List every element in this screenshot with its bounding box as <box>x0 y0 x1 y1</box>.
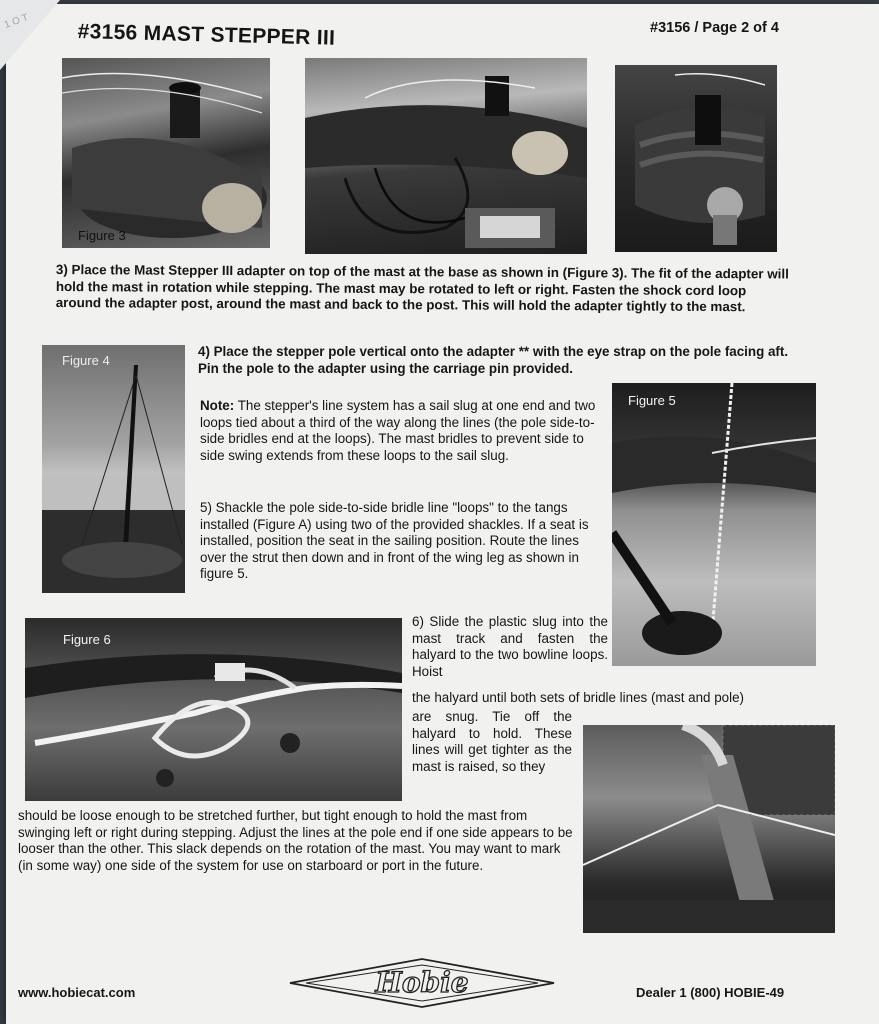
hobie-logo <box>286 955 558 1011</box>
step-6-text-bottom: should be loose enough to be stretched further, but tight enough to hold the mast from swinging left or right during stepping. Adjust the lines at the pole end if one side appears to be looser than the other. This slack depends on the rotation of the mast. You may want to mark (in some way) one side of the system for use on starboard or port in the future. <box>18 808 573 873</box>
page-number: #3156 / Page 2 of 4 <box>650 20 779 36</box>
note-body: The stepper's line system has a sail slug at one end and two loops tied about a third of the way along the lines (the pole side-to-side bridles end at the loops). The mast bridles to prevent side to side swing extends from these loops to the sail slug. <box>200 398 596 463</box>
page-title: #3156 MAST STEPPER III <box>77 20 336 50</box>
figure-3-middle-photo <box>305 58 587 254</box>
underlying-sheet-text: 1 O T <box>2 12 30 31</box>
mast-boot-closeup-image <box>615 65 777 252</box>
bridle-line-route-image <box>612 383 816 666</box>
step-6-text-narrow: are snug. Tie off the halyard to hold. These lines will get tighter as the mast is raised, so they <box>412 709 572 774</box>
mast-base-adapter-image <box>62 58 270 248</box>
note-text <box>200 398 605 464</box>
website-link[interactable]: www.hobiecat.com <box>18 985 136 1000</box>
figure-3-photo <box>62 58 270 248</box>
mast-with-bridle-lines-image <box>583 725 835 933</box>
step-6-text-top: 6) Slide the plastic slug into the mast track and fasten the halyard to the two bowline loops. Hoist <box>412 614 608 679</box>
logo-text: Hobie <box>375 966 469 999</box>
step-4-text: 4) Place the stepper pole vertical onto the adapter ** with the eye strap on the pole facing aft. Pin the pole to the adapter using the carriage pin provided. <box>198 344 789 376</box>
mast-raise-photo <box>583 725 835 933</box>
figure-5-photo <box>612 383 816 666</box>
note-label: Note: <box>200 398 235 413</box>
stepper-pole-on-boat-image <box>42 345 185 593</box>
figure-4-photo <box>42 345 185 593</box>
figure-3-label: Figure 3 <box>78 228 126 243</box>
step-5-text: 5) Shackle the pole side-to-side bridle line "loops" to the tangs installed (Figure A) using two of the provided shackles. If a seat is installed, position the seat in the sailing position. Route the lines over the strut then down and in front of the wing leg as shown in figure 5. <box>200 500 589 581</box>
step-6-text-wide: the halyard until both sets of bridle lines (mast and pole) <box>412 690 744 705</box>
dealer-phone: Dealer 1 (800) HOBIE-49 <box>636 985 785 1000</box>
figure-6-label: Figure 6 <box>63 632 111 647</box>
mast-with-shock-cord-image <box>305 58 587 254</box>
step-3-text: 3) Place the Mast Stepper III adapter on top of the mast at the base as shown in (Figure 3). The fit of the adapter will hold the mast in rotation while stepping. The mast may be rotated to left or right. Fasten the shock cord loop around the adapter post, around the mast and back to the post. This will hold the adapter tightly to the mast. <box>55 262 789 315</box>
figure-5-label: Figure 5 <box>628 393 676 408</box>
figure-4-label: Figure 4 <box>62 353 110 368</box>
figure-3-right-photo <box>615 65 777 252</box>
figure-6-photo <box>25 618 402 801</box>
